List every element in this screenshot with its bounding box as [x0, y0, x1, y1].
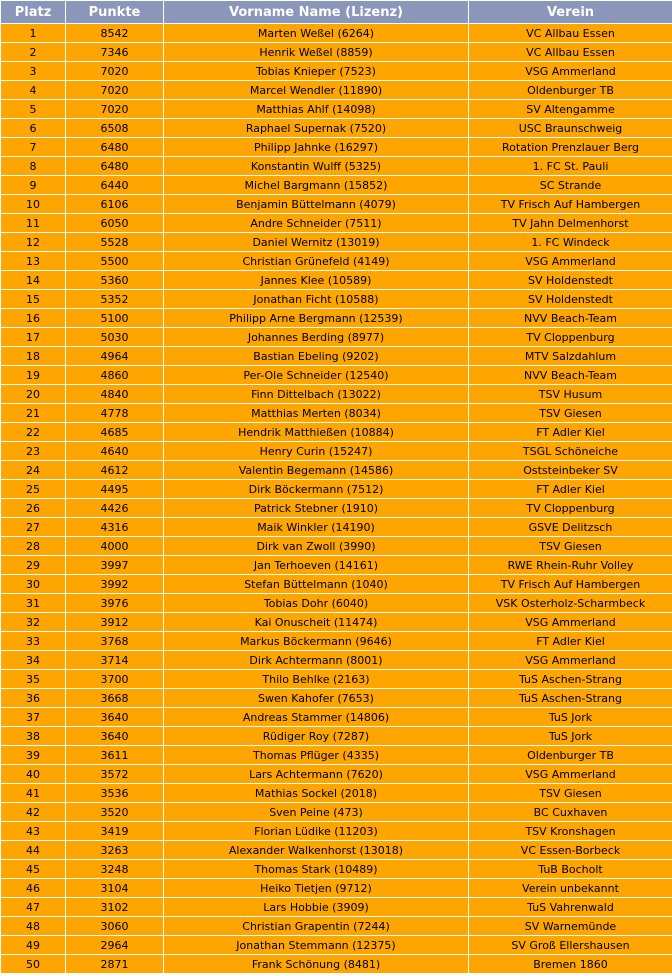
- cell-club: Oldenburger TB: [469, 746, 672, 764]
- cell-points: 3768: [66, 632, 163, 650]
- cell-name: Hendrik Matthießen (10884): [164, 423, 468, 441]
- table-row: [1, 651, 672, 669]
- table-row: [1, 822, 672, 840]
- cell-rank: 40: [1, 765, 65, 783]
- table-row: [1, 879, 672, 897]
- table-row: [1, 537, 672, 555]
- cell-points: 3640: [66, 727, 163, 745]
- table-row: [1, 100, 672, 118]
- cell-rank: 42: [1, 803, 65, 821]
- cell-club: GSVE Delitzsch: [469, 518, 672, 536]
- table-header-row: [1, 1, 672, 23]
- cell-club: FT Adler Kiel: [469, 480, 672, 498]
- cell-points: 4860: [66, 366, 163, 384]
- cell-rank: 47: [1, 898, 65, 916]
- cell-rank: 32: [1, 613, 65, 631]
- cell-rank: 20: [1, 385, 65, 403]
- cell-rank: 39: [1, 746, 65, 764]
- cell-club: RWE Rhein-Ruhr Volley: [469, 556, 672, 574]
- cell-rank: 24: [1, 461, 65, 479]
- table-row: [1, 157, 672, 175]
- cell-club: TuS Aschen-Strang: [469, 670, 672, 688]
- cell-points: 6508: [66, 119, 163, 137]
- cell-club: TV Jahn Delmenhorst: [469, 214, 672, 232]
- cell-club: USC Braunschweig: [469, 119, 672, 137]
- cell-rank: 35: [1, 670, 65, 688]
- cell-club: Rotation Prenzlauer Berg: [469, 138, 672, 156]
- cell-club: VSK Osterholz-Scharmbeck: [469, 594, 672, 612]
- cell-points: 6440: [66, 176, 163, 194]
- cell-rank: 8: [1, 157, 65, 175]
- cell-points: 3536: [66, 784, 163, 802]
- cell-rank: 44: [1, 841, 65, 859]
- cell-points: 3060: [66, 917, 163, 935]
- table-row: [1, 765, 672, 783]
- cell-name: Lars Achtermann (7620): [164, 765, 468, 783]
- cell-name: Markus Böckermann (9646): [164, 632, 468, 650]
- cell-points: 4640: [66, 442, 163, 460]
- cell-name: Marcel Wendler (11890): [164, 81, 468, 99]
- cell-name: Bastian Ebeling (9202): [164, 347, 468, 365]
- cell-rank: 19: [1, 366, 65, 384]
- header-points[interactable]: Punkte: [66, 1, 163, 23]
- cell-club: TuB Bocholt: [469, 860, 672, 878]
- table-row: [1, 518, 672, 536]
- cell-club: TSV Giesen: [469, 784, 672, 802]
- cell-name: Finn Dittelbach (13022): [164, 385, 468, 403]
- cell-name: Per-Ole Schneider (12540): [164, 366, 468, 384]
- cell-rank: 49: [1, 936, 65, 954]
- cell-club: VC Essen-Borbeck: [469, 841, 672, 859]
- cell-points: 4316: [66, 518, 163, 536]
- cell-points: 4685: [66, 423, 163, 441]
- table-row: [1, 309, 672, 327]
- cell-rank: 17: [1, 328, 65, 346]
- cell-club: VC Allbau Essen: [469, 43, 672, 61]
- cell-name: Thilo Behlke (2163): [164, 670, 468, 688]
- table-row: [1, 385, 672, 403]
- cell-points: 3997: [66, 556, 163, 574]
- table-row: [1, 594, 672, 612]
- cell-name: Raphael Supernak (7520): [164, 119, 468, 137]
- cell-name: Swen Kahofer (7653): [164, 689, 468, 707]
- table-row: [1, 841, 672, 859]
- cell-name: Tobias Dohr (6040): [164, 594, 468, 612]
- cell-points: 3668: [66, 689, 163, 707]
- cell-points: 7020: [66, 62, 163, 80]
- cell-name: Philipp Arne Bergmann (12539): [164, 309, 468, 327]
- table-row: [1, 404, 672, 422]
- cell-rank: 16: [1, 309, 65, 327]
- cell-club: VSG Ammerland: [469, 651, 672, 669]
- cell-points: 3572: [66, 765, 163, 783]
- header-club[interactable]: Verein: [469, 1, 672, 23]
- cell-club: NVV Beach-Team: [469, 309, 672, 327]
- cell-points: 4840: [66, 385, 163, 403]
- cell-points: 2964: [66, 936, 163, 954]
- cell-name: Kai Onuscheit (11474): [164, 613, 468, 631]
- cell-points: 7020: [66, 81, 163, 99]
- cell-name: Jan Terhoeven (14161): [164, 556, 468, 574]
- cell-club: TuS Aschen-Strang: [469, 689, 672, 707]
- table-row: [1, 290, 672, 308]
- table-row: [1, 423, 672, 441]
- cell-rank: 45: [1, 860, 65, 878]
- table-row: [1, 271, 672, 289]
- cell-rank: 23: [1, 442, 65, 460]
- table-row: [1, 917, 672, 935]
- cell-points: 3611: [66, 746, 163, 764]
- cell-name: Benjamin Büttelmann (4079): [164, 195, 468, 213]
- cell-rank: 46: [1, 879, 65, 897]
- cell-club: TSV Giesen: [469, 404, 672, 422]
- cell-points: 5100: [66, 309, 163, 327]
- cell-club: 1. FC St. Pauli: [469, 157, 672, 175]
- cell-club: TV Frisch Auf Hambergen: [469, 195, 672, 213]
- cell-points: 3419: [66, 822, 163, 840]
- cell-points: 3976: [66, 594, 163, 612]
- table-row: [1, 233, 672, 251]
- cell-points: 5500: [66, 252, 163, 270]
- table-row: [1, 556, 672, 574]
- table-row: [1, 138, 672, 156]
- table-row: [1, 784, 672, 802]
- cell-club: TSGL Schöneiche: [469, 442, 672, 460]
- cell-name: Daniel Wernitz (13019): [164, 233, 468, 251]
- cell-points: 5360: [66, 271, 163, 289]
- cell-points: 6050: [66, 214, 163, 232]
- cell-rank: 28: [1, 537, 65, 555]
- cell-rank: 41: [1, 784, 65, 802]
- cell-name: Andreas Stammer (14806): [164, 708, 468, 726]
- cell-rank: 13: [1, 252, 65, 270]
- cell-points: 3520: [66, 803, 163, 821]
- cell-club: Oststeinbeker SV: [469, 461, 672, 479]
- table-row: [1, 670, 672, 688]
- header-name[interactable]: Vorname Name (Lizenz): [164, 1, 468, 23]
- table-row: [1, 442, 672, 460]
- table-row: [1, 347, 672, 365]
- cell-points: 4778: [66, 404, 163, 422]
- cell-rank: 37: [1, 708, 65, 726]
- table-row: [1, 955, 672, 973]
- table-row: [1, 613, 672, 631]
- cell-rank: 12: [1, 233, 65, 251]
- cell-rank: 26: [1, 499, 65, 517]
- cell-name: Florian Lüdike (11203): [164, 822, 468, 840]
- table-row: [1, 119, 672, 137]
- cell-points: 5528: [66, 233, 163, 251]
- cell-name: Stefan Büttelmann (1040): [164, 575, 468, 593]
- table-row: [1, 708, 672, 726]
- cell-points: 8542: [66, 24, 163, 42]
- table-row: [1, 366, 672, 384]
- cell-club: TV Frisch Auf Hambergen: [469, 575, 672, 593]
- cell-points: 4495: [66, 480, 163, 498]
- cell-rank: 25: [1, 480, 65, 498]
- cell-club: VSG Ammerland: [469, 252, 672, 270]
- table-row: [1, 803, 672, 821]
- cell-points: 2871: [66, 955, 163, 973]
- cell-points: 3992: [66, 575, 163, 593]
- cell-rank: 9: [1, 176, 65, 194]
- cell-club: SV Groß Ellershausen: [469, 936, 672, 954]
- table-row: [1, 62, 672, 80]
- cell-rank: 43: [1, 822, 65, 840]
- cell-rank: 2: [1, 43, 65, 61]
- cell-club: TSV Husum: [469, 385, 672, 403]
- cell-club: TuS Vahrenwald: [469, 898, 672, 916]
- cell-club: SC Strande: [469, 176, 672, 194]
- cell-rank: 50: [1, 955, 65, 973]
- cell-club: FT Adler Kiel: [469, 423, 672, 441]
- cell-name: Michel Bargmann (15852): [164, 176, 468, 194]
- cell-rank: 31: [1, 594, 65, 612]
- cell-name: Dirk Böckermann (7512): [164, 480, 468, 498]
- cell-name: Johannes Berding (8977): [164, 328, 468, 346]
- cell-name: Philipp Jahnke (16297): [164, 138, 468, 156]
- table-row: [1, 936, 672, 954]
- cell-rank: 30: [1, 575, 65, 593]
- cell-points: 6106: [66, 195, 163, 213]
- cell-points: 3104: [66, 879, 163, 897]
- cell-name: Frank Schönung (8481): [164, 955, 468, 973]
- table-row: [1, 214, 672, 232]
- cell-rank: 10: [1, 195, 65, 213]
- cell-points: 4000: [66, 537, 163, 555]
- cell-rank: 5: [1, 100, 65, 118]
- table-row: [1, 860, 672, 878]
- cell-name: Jannes Klee (10589): [164, 271, 468, 289]
- table-row: [1, 632, 672, 650]
- cell-points: 5030: [66, 328, 163, 346]
- cell-club: TSV Kronshagen: [469, 822, 672, 840]
- table-row: [1, 575, 672, 593]
- cell-club: SV Holdenstedt: [469, 271, 672, 289]
- cell-name: Rüdiger Roy (7287): [164, 727, 468, 745]
- cell-rank: 34: [1, 651, 65, 669]
- cell-points: 3248: [66, 860, 163, 878]
- cell-club: TuS Jork: [469, 727, 672, 745]
- header-rank[interactable]: Platz: [1, 1, 65, 23]
- cell-club: TuS Jork: [469, 708, 672, 726]
- cell-rank: 22: [1, 423, 65, 441]
- cell-points: 3263: [66, 841, 163, 859]
- cell-club: TV Cloppenburg: [469, 499, 672, 517]
- cell-name: Christian Grünefeld (4149): [164, 252, 468, 270]
- cell-rank: 27: [1, 518, 65, 536]
- cell-points: 3912: [66, 613, 163, 631]
- cell-name: Lars Hobbie (3909): [164, 898, 468, 916]
- cell-club: VSG Ammerland: [469, 62, 672, 80]
- cell-points: 3714: [66, 651, 163, 669]
- cell-club: VC Allbau Essen: [469, 24, 672, 42]
- cell-name: Alexander Walkenhorst (13018): [164, 841, 468, 859]
- cell-club: TSV Giesen: [469, 537, 672, 555]
- cell-name: Valentin Begemann (14586): [164, 461, 468, 479]
- cell-name: Jonathan Stemmann (12375): [164, 936, 468, 954]
- cell-name: Tobias Knieper (7523): [164, 62, 468, 80]
- cell-name: Matthias Ahlf (14098): [164, 100, 468, 118]
- cell-club: SV Altengamme: [469, 100, 672, 118]
- cell-name: Konstantin Wulff (5325): [164, 157, 468, 175]
- cell-club: 1. FC Windeck: [469, 233, 672, 251]
- cell-rank: 6: [1, 119, 65, 137]
- cell-points: 3102: [66, 898, 163, 916]
- cell-rank: 21: [1, 404, 65, 422]
- cell-club: FT Adler Kiel: [469, 632, 672, 650]
- cell-rank: 29: [1, 556, 65, 574]
- cell-name: Jonathan Ficht (10588): [164, 290, 468, 308]
- cell-name: Dirk Achtermann (8001): [164, 651, 468, 669]
- table-row: [1, 746, 672, 764]
- cell-club: VSG Ammerland: [469, 765, 672, 783]
- cell-name: Thomas Stark (10489): [164, 860, 468, 878]
- cell-rank: 11: [1, 214, 65, 232]
- cell-rank: 15: [1, 290, 65, 308]
- cell-rank: 33: [1, 632, 65, 650]
- table-row: [1, 727, 672, 745]
- cell-club: SV Holdenstedt: [469, 290, 672, 308]
- cell-club: Verein unbekannt: [469, 879, 672, 897]
- cell-rank: 38: [1, 727, 65, 745]
- table-row: [1, 176, 672, 194]
- table-row: [1, 195, 672, 213]
- cell-points: 3700: [66, 670, 163, 688]
- cell-points: 6480: [66, 157, 163, 175]
- cell-name: Heiko Tietjen (9712): [164, 879, 468, 897]
- cell-club: NVV Beach-Team: [469, 366, 672, 384]
- cell-name: Andre Schneider (7511): [164, 214, 468, 232]
- table-row: [1, 499, 672, 517]
- table-row: [1, 461, 672, 479]
- cell-points: 4612: [66, 461, 163, 479]
- ranking-body: [1, 24, 672, 973]
- cell-rank: 7: [1, 138, 65, 156]
- cell-points: 5352: [66, 290, 163, 308]
- cell-name: Patrick Stebner (1910): [164, 499, 468, 517]
- cell-rank: 18: [1, 347, 65, 365]
- table-row: [1, 898, 672, 916]
- cell-rank: 1: [1, 24, 65, 42]
- table-row: [1, 24, 672, 42]
- cell-points: 4426: [66, 499, 163, 517]
- cell-name: Maik Winkler (14190): [164, 518, 468, 536]
- cell-points: 6480: [66, 138, 163, 156]
- cell-rank: 4: [1, 81, 65, 99]
- cell-rank: 14: [1, 271, 65, 289]
- cell-name: Henry Curin (15247): [164, 442, 468, 460]
- cell-club: MTV Salzdahlum: [469, 347, 672, 365]
- table-row: [1, 43, 672, 61]
- cell-points: 7346: [66, 43, 163, 61]
- cell-name: Marten Weßel (6264): [164, 24, 468, 42]
- cell-points: 4964: [66, 347, 163, 365]
- cell-name: Dirk van Zwoll (3990): [164, 537, 468, 555]
- cell-club: Bremen 1860: [469, 955, 672, 973]
- cell-name: Henrik Weßel (8859): [164, 43, 468, 61]
- cell-name: Christian Grapentin (7244): [164, 917, 468, 935]
- cell-rank: 3: [1, 62, 65, 80]
- cell-club: TV Cloppenburg: [469, 328, 672, 346]
- cell-club: Oldenburger TB: [469, 81, 672, 99]
- table-row: [1, 252, 672, 270]
- cell-club: BC Cuxhaven: [469, 803, 672, 821]
- cell-club: SV Warnemünde: [469, 917, 672, 935]
- table-row: [1, 480, 672, 498]
- cell-name: Mathias Sockel (2018): [164, 784, 468, 802]
- cell-club: VSG Ammerland: [469, 613, 672, 631]
- cell-name: Sven Peine (473): [164, 803, 468, 821]
- cell-rank: 48: [1, 917, 65, 935]
- cell-rank: 36: [1, 689, 65, 707]
- table-row: [1, 328, 672, 346]
- cell-name: Matthias Merten (8034): [164, 404, 468, 422]
- table-row: [1, 689, 672, 707]
- cell-points: 7020: [66, 100, 163, 118]
- table-row: [1, 81, 672, 99]
- cell-name: Thomas Pflüger (4335): [164, 746, 468, 764]
- cell-points: 3640: [66, 708, 163, 726]
